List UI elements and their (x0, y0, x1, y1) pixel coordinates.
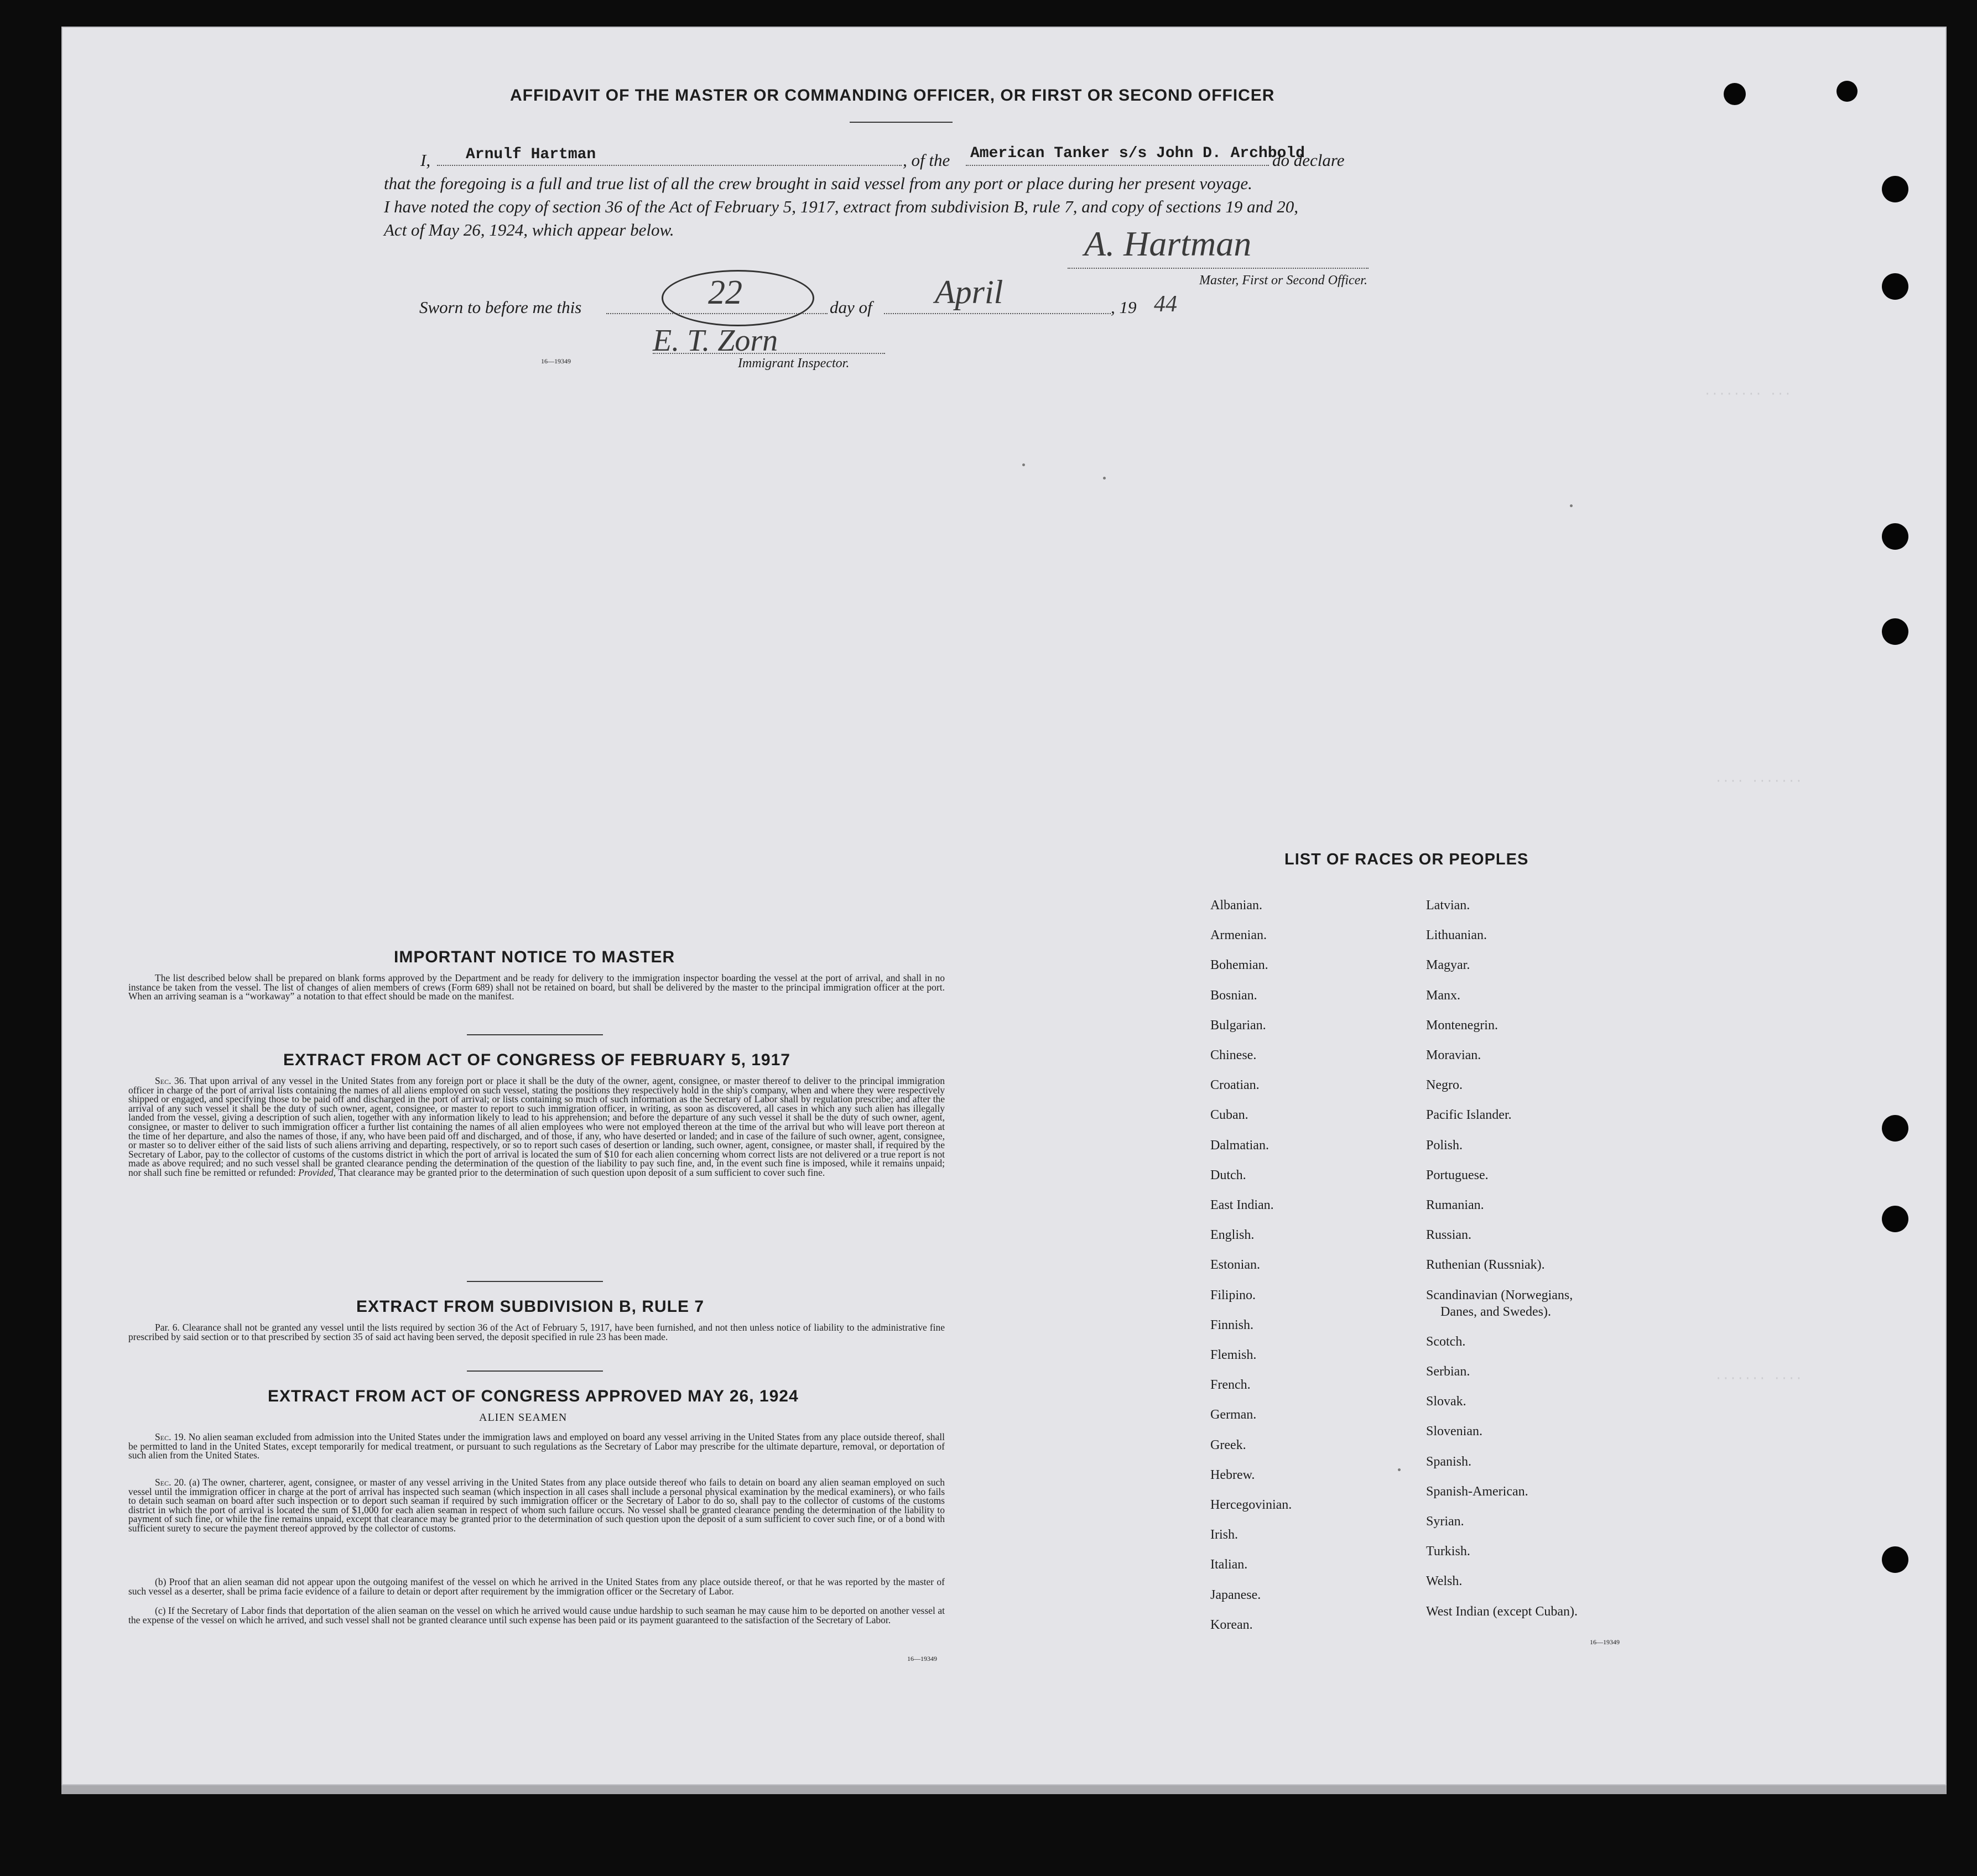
sec-20c-text (128, 1606, 945, 1624)
show-through-text: ···· ······· (1715, 774, 1803, 788)
race-item: Hebrew. (1210, 1468, 1255, 1482)
race-item: Lithuanian. (1426, 928, 1487, 942)
race-item: Korean. (1210, 1618, 1253, 1632)
sec-20c-body: (c) If the Secretary of Labor finds that deportation of the alien seaman on the vessel on which he arrived would cause undue hardship to such seaman he may cause him to be deported on another vessel at the expense of the vessel on which he arrived, and such vessel shall not be granted clearance until such expense has been paid or its payment guaranteed to the satisfaction of the Secretary of Labor. (128, 1605, 945, 1625)
punch-hole (1882, 1115, 1908, 1142)
race-item: Slovenian. (1426, 1424, 1482, 1439)
signature-caption: Master, First or Second Officer. (1199, 273, 1367, 288)
form-number: 16—19349 (907, 1655, 937, 1663)
extract-1917-title: EXTRACT FROM ACT OF CONGRESS OF FEBRUARY 5, 1917 (283, 1051, 790, 1069)
race-item: Polish. (1426, 1138, 1463, 1153)
races-title: LIST OF RACES OR PEOPLES (1284, 851, 1529, 868)
race-item: Filipino. (1210, 1288, 1256, 1302)
race-item: Hercegovinian. (1210, 1498, 1292, 1512)
race-item: Scandinavian (Norwegians, (1426, 1288, 1573, 1302)
race-item: Syrian. (1426, 1514, 1464, 1529)
master-signature: A. Hartman (1084, 224, 1252, 263)
punch-hole (1882, 273, 1908, 300)
sworn-prefix: Sworn to before me this (419, 298, 582, 317)
sec-19-body: No alien seaman excluded from admission into the United States under the immigration laws and employed on board any vessel arriving in the United States from any place outside thereof, shall be permitted to land in the United States, except temporarily for medical treatment, or pursuant to such regulations as the Secretary of Labor may prescribe for the ultimate departure, removal, or deportation of such alien from the United States. (128, 1431, 945, 1461)
race-item: Dutch. (1210, 1168, 1246, 1182)
race-item: Greek. (1210, 1438, 1246, 1452)
speck (1022, 463, 1025, 466)
race-item: Bohemian. (1210, 958, 1268, 972)
page-edge (61, 1785, 1947, 1794)
race-item: Japanese. (1210, 1588, 1261, 1602)
name-line (437, 165, 902, 166)
race-item: Estonian. (1210, 1258, 1260, 1272)
sworn-year: 44 (1154, 291, 1177, 317)
race-item: Magyar. (1426, 958, 1470, 972)
race-item: Irish. (1210, 1528, 1238, 1542)
race-item: Finnish. (1210, 1318, 1254, 1332)
inspector-caption: Immigrant Inspector. (738, 356, 850, 371)
race-item: East Indian. (1210, 1198, 1274, 1212)
punch-hole (1882, 1546, 1908, 1573)
sec-20a-text (128, 1478, 945, 1533)
race-item: Latvian. (1426, 898, 1470, 913)
race-item: Italian. (1210, 1557, 1248, 1572)
affidavit-do-declare: do declare (1272, 150, 1345, 170)
affidavit-of-the: , of the (903, 150, 950, 170)
race-item: Welsh. (1426, 1574, 1463, 1588)
race-item: West Indian (except Cuban). (1426, 1604, 1578, 1619)
notice-text (128, 973, 945, 1001)
affidavit-i: I, (420, 150, 431, 170)
show-through-text: ········ ··· (1704, 387, 1792, 401)
extract-1924-title: EXTRACT FROM ACT OF CONGRESS APPROVED MAY 26, 1924 (268, 1387, 799, 1405)
race-item: Portuguese. (1426, 1168, 1489, 1182)
sec-20b-text (128, 1577, 945, 1596)
rule-7-title: EXTRACT FROM SUBDIVISION B, RULE 7 (356, 1297, 705, 1316)
punch-hole (1882, 618, 1908, 645)
extract-1917-text (128, 1076, 945, 1177)
race-item: Bulgarian. (1210, 1018, 1266, 1033)
sworn-month: April (935, 274, 1003, 310)
proviso-label: Provided, (298, 1166, 336, 1178)
alien-seamen-subtitle: ALIEN SEAMEN (479, 1411, 568, 1424)
affidavit-line-4: Act of May 26, 1924, which appear below. (384, 220, 674, 239)
sec-20b-body: (b) Proof that an alien seaman did not appear upon the outgoing manifest of the vessel on which he arrived in the United States from any place outside thereof, or that he was reported by the master of such vessel as a deserter, shall be prima facie evidence of a failure to detain or deport after requirement by the immigration officer or the Secretary of Labor. (128, 1576, 945, 1597)
form-number: 16—19349 (541, 357, 571, 365)
section-rule (467, 1370, 603, 1372)
affidavit-line-3: I have noted the copy of section 36 of the Act of February 5, 1917, extract from subdivision B, rule 7, and copy of sections 19 and 20, (384, 197, 1299, 216)
race-item: Montenegrin. (1426, 1018, 1498, 1033)
sworn-day: 22 (708, 274, 742, 311)
race-item: Bosnian. (1210, 988, 1257, 1003)
signature-line (1068, 268, 1369, 269)
rule-7-text (128, 1323, 945, 1341)
notice-body: The list described below shall be prepared on blank forms approved by the Department and be ready for delivery to the immigration inspector boarding the vessel at the port of arrival, and shall in no instance be taken from the vessel. The list of changes of alien members of crews (Form 689) shall not be retained on board, but shall be delivered by the master to the principal immigration officer at the port. When an arriving seaman is a “workaway” a notation to that effect should be made on the manifest. (128, 972, 945, 1002)
vessel-line (966, 165, 1269, 166)
punch-hole (1882, 523, 1908, 550)
race-item: Croatian. (1210, 1078, 1260, 1092)
race-item: Slovak. (1426, 1394, 1466, 1409)
affidavit-title: AFFIDAVIT OF THE MASTER OR COMMANDING OFFICER, OR FIRST OR SECOND OFFICER (510, 86, 1275, 105)
form-number: 16—19349 (1590, 1638, 1620, 1646)
race-item: Spanish-American. (1426, 1484, 1528, 1499)
section-rule (467, 1281, 603, 1282)
proviso-body: That clearance may be granted prior to the determination of such question upon deposit of a sum sufficient to cover such fine. (338, 1166, 825, 1178)
sec-19-text (128, 1432, 945, 1460)
punch-hole (1836, 81, 1858, 102)
race-item: Albanian. (1210, 898, 1262, 913)
race-item: Pacific Islander. (1426, 1108, 1512, 1122)
race-item: Rumanian. (1426, 1198, 1484, 1212)
race-item: German. (1210, 1408, 1257, 1422)
race-item: Armenian. (1210, 928, 1267, 942)
punch-hole (1882, 1206, 1908, 1232)
inspector-line (653, 353, 885, 354)
sec-36-body: That upon arrival of any vessel in the United States from any foreign port or place it shall be the duty of the owner, agent, consignee, or master thereof to deliver to the principal immigration officer in charge of the port of arrival lists containing the names of all aliens employed on such vessel, stating the positions they respectively hold in the ship's company, when and where they were respectively shipped or engaged, and specifying those to be paid off and discharged in the port of arrival; or lists containing so much of such information as the Secretary of Labor shall by regulation prescribe; and after the arrival of any such vessel it shall be the duty of such owner, agent, consignee, or master to report to such immigration officer, in writing, as soon as discovered, all cases in which any such alien has illegally landed from the vessel, giving a description of such alien, together with any information likely to lead to his apprehension; and before the departure of any such vessel it shall be the duty of such owner, agent, consignee, or master to deliver to such immigration officer a further list containing the names of all alien employees who were not employed thereon at the time of the arrival but who will leave port thereon at the time of her departure, and also the names of those, if any, who have been paid off and discharged, and of those, if any, who have deserted or landed; and in case of the failure of such owner, agent, consignee, or master so to deliver either of the said lists of such aliens arriving and departing, respectively, or so to report such cases of desertion or landing, such owner, agent, consignee, or master shall, if required by the Secretary of Labor, pay to the collector of customs of the customs district in which the port of arrival is located the sum of $10 for each alien concerning whom correct lists are not delivered or a true report is not made as above required; and no such vessel shall be granted clearance pending the determination of the question of the liability to pay such fine, and, in the event such fine is imposed, while it remains unpaid; nor shall such fine be remitted or refunded: (128, 1075, 945, 1178)
speck (1570, 504, 1573, 507)
sec-36-label: Sec. 36. (155, 1075, 186, 1086)
notice-title: IMPORTANT NOTICE TO MASTER (394, 948, 675, 966)
sec-20-label: Sec. 20. (155, 1477, 186, 1488)
title-rule (850, 122, 953, 123)
sec-19-label: Sec. 19. (155, 1431, 186, 1442)
sworn-year-prefix: , 19 (1111, 298, 1137, 317)
race-item: Dalmatian. (1210, 1138, 1269, 1153)
race-item: Spanish. (1426, 1455, 1472, 1469)
rule-7-body: Par. 6. Clearance shall not be granted any vessel until the lists required by section 36 of the Act of February 5, 1917, have been furnished, and not then unless notice of liability to the administrative fine prescribed by said section or to that prescribed by section 35 of said act having been served, the deposit specified in rule 23 has been made. (128, 1322, 945, 1342)
affidavit-line-2: that the foregoing is a full and true list of all the crew brought in said vessel from any port or place during her present voyage. (384, 174, 1252, 193)
race-item: Moravian. (1426, 1048, 1481, 1062)
master-name: Arnulf Hartman (466, 146, 596, 163)
race-item: Flemish. (1210, 1348, 1257, 1362)
month-line (884, 313, 1111, 314)
speck (1398, 1468, 1401, 1471)
race-item: Scotch. (1426, 1335, 1466, 1349)
race-item: Chinese. (1210, 1048, 1257, 1062)
punch-hole (1882, 176, 1908, 202)
race-item: Cuban. (1210, 1108, 1248, 1122)
race-item: Manx. (1426, 988, 1460, 1003)
vessel-name: American Tanker s/s John D. Archbold (970, 145, 1305, 162)
race-item: Danes, and Swedes). (1440, 1305, 1551, 1319)
sworn-day-of: day of (830, 298, 872, 317)
race-item: Negro. (1426, 1078, 1463, 1092)
punch-hole (1724, 83, 1746, 105)
inspector-signature: E. T. Zorn (653, 324, 778, 358)
sec-20a-body: (a) The owner, charterer, agent, consignee, or master of any vessel arriving in the United States from any place outside thereof who fails to detain on board any alien seaman employed on such vessel until the immigration officer in charge at the port of arrival has inspected such seaman (which inspection in all cases shall include a personal physical examination by the medical examiners), or who fails to detain such seaman on board after such inspection or to deport such seaman if required by such immigration officer or the Secretary of Labor to do so, shall pay to the collector of customs of the customs district in which the port of arrival is located the sum of $1,000 for each alien seaman in respect of whom such failure occurs. No vessel shall be granted clearance pending the determination of the liability to payment of such fine, or while the fine remains unpaid, except that clearance may be granted prior to the determination of such question upon the deposit of a sum sufficient to cover such fine, or of a bond with sufficient surety to secure the payment thereof approved by the collector of customs. (128, 1477, 945, 1534)
section-rule (467, 1034, 603, 1035)
race-item: Turkish. (1426, 1544, 1470, 1559)
race-item: Ruthenian (Russniak). (1426, 1258, 1545, 1272)
race-item: Serbian. (1426, 1364, 1470, 1379)
show-through-text: ······· ···· (1715, 1372, 1803, 1385)
race-item: English. (1210, 1228, 1255, 1242)
race-item: Russian. (1426, 1228, 1472, 1242)
race-item: French. (1210, 1378, 1251, 1392)
speck (1103, 477, 1106, 480)
